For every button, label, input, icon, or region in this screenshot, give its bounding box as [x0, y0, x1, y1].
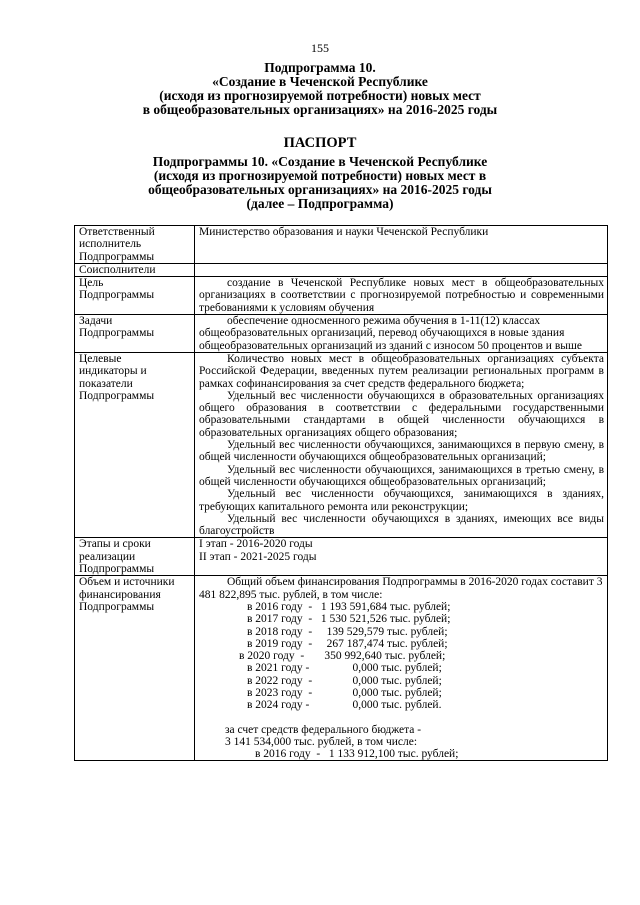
page-number: 155: [311, 41, 329, 55]
label-line: Подпрограммы: [79, 563, 155, 576]
financing-year-line: в 2022 году - 0,000 тыс. рублей;: [247, 674, 442, 687]
label-line: реализации: [79, 550, 136, 563]
row-financing: [75, 576, 608, 761]
passport-heading: ПАСПОРТ: [283, 135, 357, 151]
row-stages: [75, 538, 608, 576]
heading-line: в общеобразовательных организациях» на 2016-2025 годы: [142, 102, 498, 117]
row-value: [195, 226, 608, 264]
passport-title: [0, 155, 640, 211]
value-paragraph: Удельный вес численности обучающихся в зданиях, имеющих все виды благоустройств: [199, 512, 604, 538]
value-paragraph: Удельный вес численности обучающихся, занимающихся в третью смену, в общей численности обучающихся общеобразовательных организаций;: [199, 463, 604, 488]
row-value: [195, 277, 608, 315]
row-value: [195, 263, 608, 276]
row-indicators: [75, 352, 608, 537]
row-label: [75, 352, 195, 537]
passport-table: [74, 225, 608, 761]
financing-year-line: в 2024 году - 0,000 тыс. рублей.: [247, 699, 442, 712]
value-paragraph: создание в Чеченской Республике новых мест в общеобразовательных организациях в соответствии с прогнозируемой потребностью и современными требованиями к условиям обучения: [199, 277, 604, 314]
row-label: [75, 277, 195, 315]
value-paragraph: Удельный вес численности обучающихся, занимающихся в зданиях, требующих капитального ремонта или реконструкции;: [199, 488, 604, 513]
row-value: [195, 576, 608, 761]
financing-intro: Общий объем финансирования Подпрограммы в 2016-2020 годах составит 3 481 822,895 тыс. рублей, в том числе:: [199, 576, 603, 601]
label-line: Этапы и сроки: [79, 538, 151, 551]
subprogram-heading: [0, 61, 640, 117]
label-line: Цель: [79, 277, 104, 290]
row-responsible: [75, 226, 608, 264]
federal-budget-line: в 2016 году - 1 133 912,100 тыс. рублей;: [255, 748, 459, 761]
row-label: [75, 576, 195, 761]
financing-year-line: в 2020 году - 350 992,640 тыс. рублей;: [239, 650, 446, 663]
value-paragraph: Количество новых мест в общеобразовательных организациях субъекта Российской Федерации, введенных путем реализации региональных программ в рамках софинансирования за счет средств федерального бюджета;: [199, 352, 604, 390]
value-paragraph: Удельный вес численности обучающихся в образовательных организациях общего образования в соответствии с федеральными государственными образовательными стандартами в общей численности обучающихся в образовательных организациях общего образования;: [199, 389, 604, 439]
label-line: Подпрограммы: [79, 250, 155, 263]
passport-title-line: Подпрограммы 10. «Создание в Чеченской Республике: [152, 154, 488, 169]
value-paragraph: Министерство образования и науки Чеченской Республики: [199, 226, 489, 238]
row-tasks: [75, 315, 608, 353]
row-label: [75, 538, 195, 576]
row-goal: [75, 277, 608, 315]
value-line: II этап - 2021-2025 годы: [199, 550, 317, 563]
row-label: [75, 226, 195, 264]
financing-year-line: в 2023 году - 0,000 тыс. рублей;: [247, 686, 442, 699]
row-label: [75, 263, 195, 276]
federal-budget-line: за счет средств федерального бюджета -: [225, 723, 422, 736]
label-line: Подпрограммы: [79, 389, 155, 402]
label-line: Подпрограммы: [79, 600, 155, 613]
heading-line: «Создание в Чеченской Республике: [212, 74, 428, 89]
financing-year-line: в 2016 году - 1 193 591,684 тыс. рублей;: [247, 600, 451, 613]
label-line: Подпрограммы: [79, 289, 155, 302]
row-value: [195, 315, 608, 353]
row-label: [75, 315, 195, 353]
value-paragraph: обеспечение односменного режима обучения в 1-11(12) классах общеобразовательных организаций, перевод обучающихся в новые здания общеобразовательных организаций из зданий с износом 50 процентов и выше: [199, 315, 582, 352]
financing-year-line: в 2017 году - 1 530 521,526 тыс. рублей;: [247, 613, 451, 626]
label-line: Соисполнители: [79, 263, 156, 276]
value-paragraph: Удельный вес численности обучающихся, занимающихся в первую смену, в общей численности обучающихся общеобразовательных организаций;: [199, 439, 604, 464]
label-line: Подпрограммы: [79, 327, 155, 340]
heading-line: Подпрограмма 10.: [264, 60, 376, 75]
label-line: Ответственный: [79, 226, 155, 238]
row-value: [195, 352, 608, 537]
passport-title-line: (исходя из прогнозируемой потребности) новых мест в: [153, 168, 487, 183]
heading-line: (исходя из прогнозируемой потребности) новых мест: [159, 88, 481, 103]
passport-title-line: общеобразовательных организациях» на 2016-2025 годы: [148, 182, 492, 197]
label-line: индикаторы и: [79, 365, 147, 378]
label-line: Задачи: [79, 315, 113, 328]
label-line: Целевые: [79, 352, 122, 365]
financing-year-line: в 2021 году - 0,000 тыс. рублей;: [247, 662, 442, 675]
financing-year-line: в 2018 году - 139 529,579 тыс. рублей;: [247, 625, 448, 638]
value-line: I этап - 2016-2020 годы: [199, 538, 313, 551]
passport-title-line: (далее – Подпрограмма): [246, 196, 394, 211]
row-value: [195, 538, 608, 576]
label-line: финансирования: [79, 588, 161, 601]
financing-year-line: в 2019 году - 267 187,474 тыс. рублей;: [247, 637, 448, 650]
label-line: исполнитель: [79, 238, 142, 251]
row-coexecutors: [75, 263, 608, 276]
label-line: показатели: [79, 377, 133, 390]
federal-budget-line: 3 141 534,000 тыс. рублей, в том числе:: [225, 735, 418, 748]
label-line: Объем и источники: [79, 576, 175, 589]
